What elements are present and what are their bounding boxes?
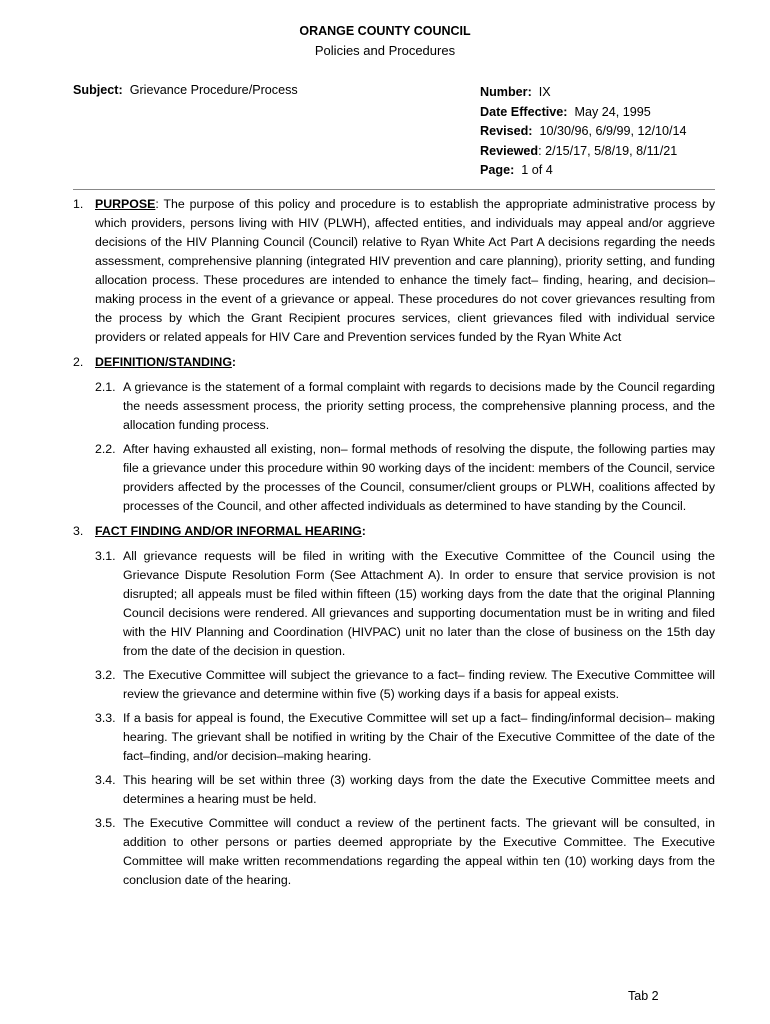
section-fact-finding	[73, 522, 715, 541]
reviewed-label: Reviewed	[480, 143, 539, 158]
number-row	[480, 83, 687, 103]
document-metadata	[480, 83, 687, 181]
document-subtitle: Policies and Procedures	[314, 43, 456, 58]
section-heading-colon: :	[361, 524, 366, 538]
section-number: 1.	[73, 197, 84, 211]
section-heading-line	[95, 522, 715, 541]
effective-value: May 24, 1995	[574, 104, 651, 119]
reviewed-value: : 2/15/17, 5/8/19, 8/11/21	[538, 143, 678, 158]
subsection-number: 2.1.	[95, 380, 116, 394]
subsection-text: If a basis for appeal is found, the Executive Committee will set up a fact– finding/informal decision– making hearing. The grievant shall be notified in writing by the Chair of the Executive Committee of the date of the fact–finding, and/or decision–making hearing.	[123, 711, 715, 763]
subsection	[73, 378, 715, 435]
subsection-text: The Executive Committee will conduct a review of the pertinent facts. The grievant will be consulted, in addition to other persons or parties deemed appropriate by the Executive Committee. The Executive Committee will make written recommendations regarding the appeal within ten (10) working days from the conclusion date of the hearing.	[123, 816, 715, 887]
subsection	[73, 814, 715, 890]
section-heading: DEFINITION/STANDING	[95, 355, 232, 369]
effective-row	[480, 103, 687, 123]
subsection-number: 3.4.	[95, 773, 116, 787]
subsection	[73, 709, 715, 766]
section-number: 2.	[73, 355, 84, 369]
section-heading: PURPOSE	[95, 197, 156, 211]
subsection-number: 3.5.	[95, 816, 116, 830]
section-text: : The purpose of this policy and procedure is to establish the appropriate administrative process by which providers, persons living with HIV (PLWH), affected entities, and individuals may appeal and/or aggrieve decisions of the HIV Planning Council (Council) relative to Ryan White Act Part A decisions regarding the needs assessment, comprehensive planning (integrated HIV prevention and care planning), priority setting, and funding allocation process. These procedures are intended to enhance the timely fact– finding, hearing, and decision– making process in the event of a grievance or appeal. These procedures do not cover grievances resulting from the process by which the Grant Recipient procures services, client grievances filed with individual service providers or related appeals for HIV Care and Prevention services funded by the Ryan White Act	[95, 197, 715, 344]
subject-line	[73, 83, 298, 97]
subsection	[73, 547, 715, 661]
subsection-number: 3.1.	[95, 549, 116, 563]
subsection-text: After having exhausted all existing, non– formal methods of resolving the dispute, the following parties may file a grievance under this procedure within 90 working days of the incident: members of the Council, service providers affected by the processes of the Council, consumer/client groups or PLWH, coalitions affected by processes of the Council, and other affected individuals as determined to have standing by the Council.	[123, 442, 715, 513]
subsection-number: 2.2.	[95, 442, 116, 456]
section-number: 3.	[73, 524, 84, 538]
subsection-number: 3.3.	[95, 711, 116, 725]
number-value: IX	[538, 85, 551, 99]
revised-label: Revised:	[480, 124, 533, 138]
header-divider	[73, 189, 715, 190]
subject-value: Grievance Procedure/Process	[129, 83, 298, 97]
section-heading-colon: :	[231, 355, 237, 369]
section-heading-line	[95, 353, 715, 372]
revised-value: 10/30/96, 6/9/99, 12/10/14	[539, 124, 687, 138]
effective-label: Date Effective:	[480, 104, 568, 119]
revised-row	[480, 122, 687, 142]
section-heading: FACT FINDING AND/OR INFORMAL HEARING	[95, 524, 362, 538]
subsection-text: This hearing will be set within three (3) working days from the date the Executive Committee meets and determines a hearing must be held.	[123, 773, 715, 806]
subsection	[73, 771, 715, 809]
subsection-text: The Executive Committee will subject the grievance to a fact– finding review. The Executive Committee will review the grievance and determine within five (5) working days if a basis for appeal exists.	[123, 668, 715, 701]
subsection	[73, 440, 715, 516]
subsection	[73, 666, 715, 704]
reviewed-row	[480, 142, 687, 162]
document-body	[73, 195, 715, 890]
subsection-text: A grievance is the statement of a formal complaint with regards to decisions made by the Council regarding the needs assessment process, the priority setting process, the comprehensive planning process, and the allocation funding process.	[123, 380, 715, 432]
number-label: Number:	[480, 85, 532, 99]
organization-title: ORANGE COUNTY COUNCIL	[299, 24, 471, 38]
section-paragraph	[95, 195, 715, 347]
footer-tab-label: Tab 2	[628, 989, 659, 1003]
subject-label: Subject:	[73, 83, 123, 97]
section-purpose	[73, 195, 715, 347]
page-label: Page:	[480, 163, 515, 177]
section-definition	[73, 353, 715, 372]
subsection-text: All grievance requests will be filed in writing with the Executive Committee of the Council using the Grievance Dispute Resolution Form (See Attachment A). In order to ensure that service provision is not disrupted; all appeals must be filed within fifteen (15) working days from the date that the original Planning Council decisions were rendered. All grievances and supporting documentation must be in writing and filed with the HIV Planning and Coordination (HIVPAC) unit no later than the close of business on the 15th day from the date of the decision in question.	[123, 549, 715, 658]
subsection-number: 3.2.	[95, 668, 116, 682]
page-row	[480, 161, 687, 181]
page-value: 1 of 4	[521, 163, 553, 177]
